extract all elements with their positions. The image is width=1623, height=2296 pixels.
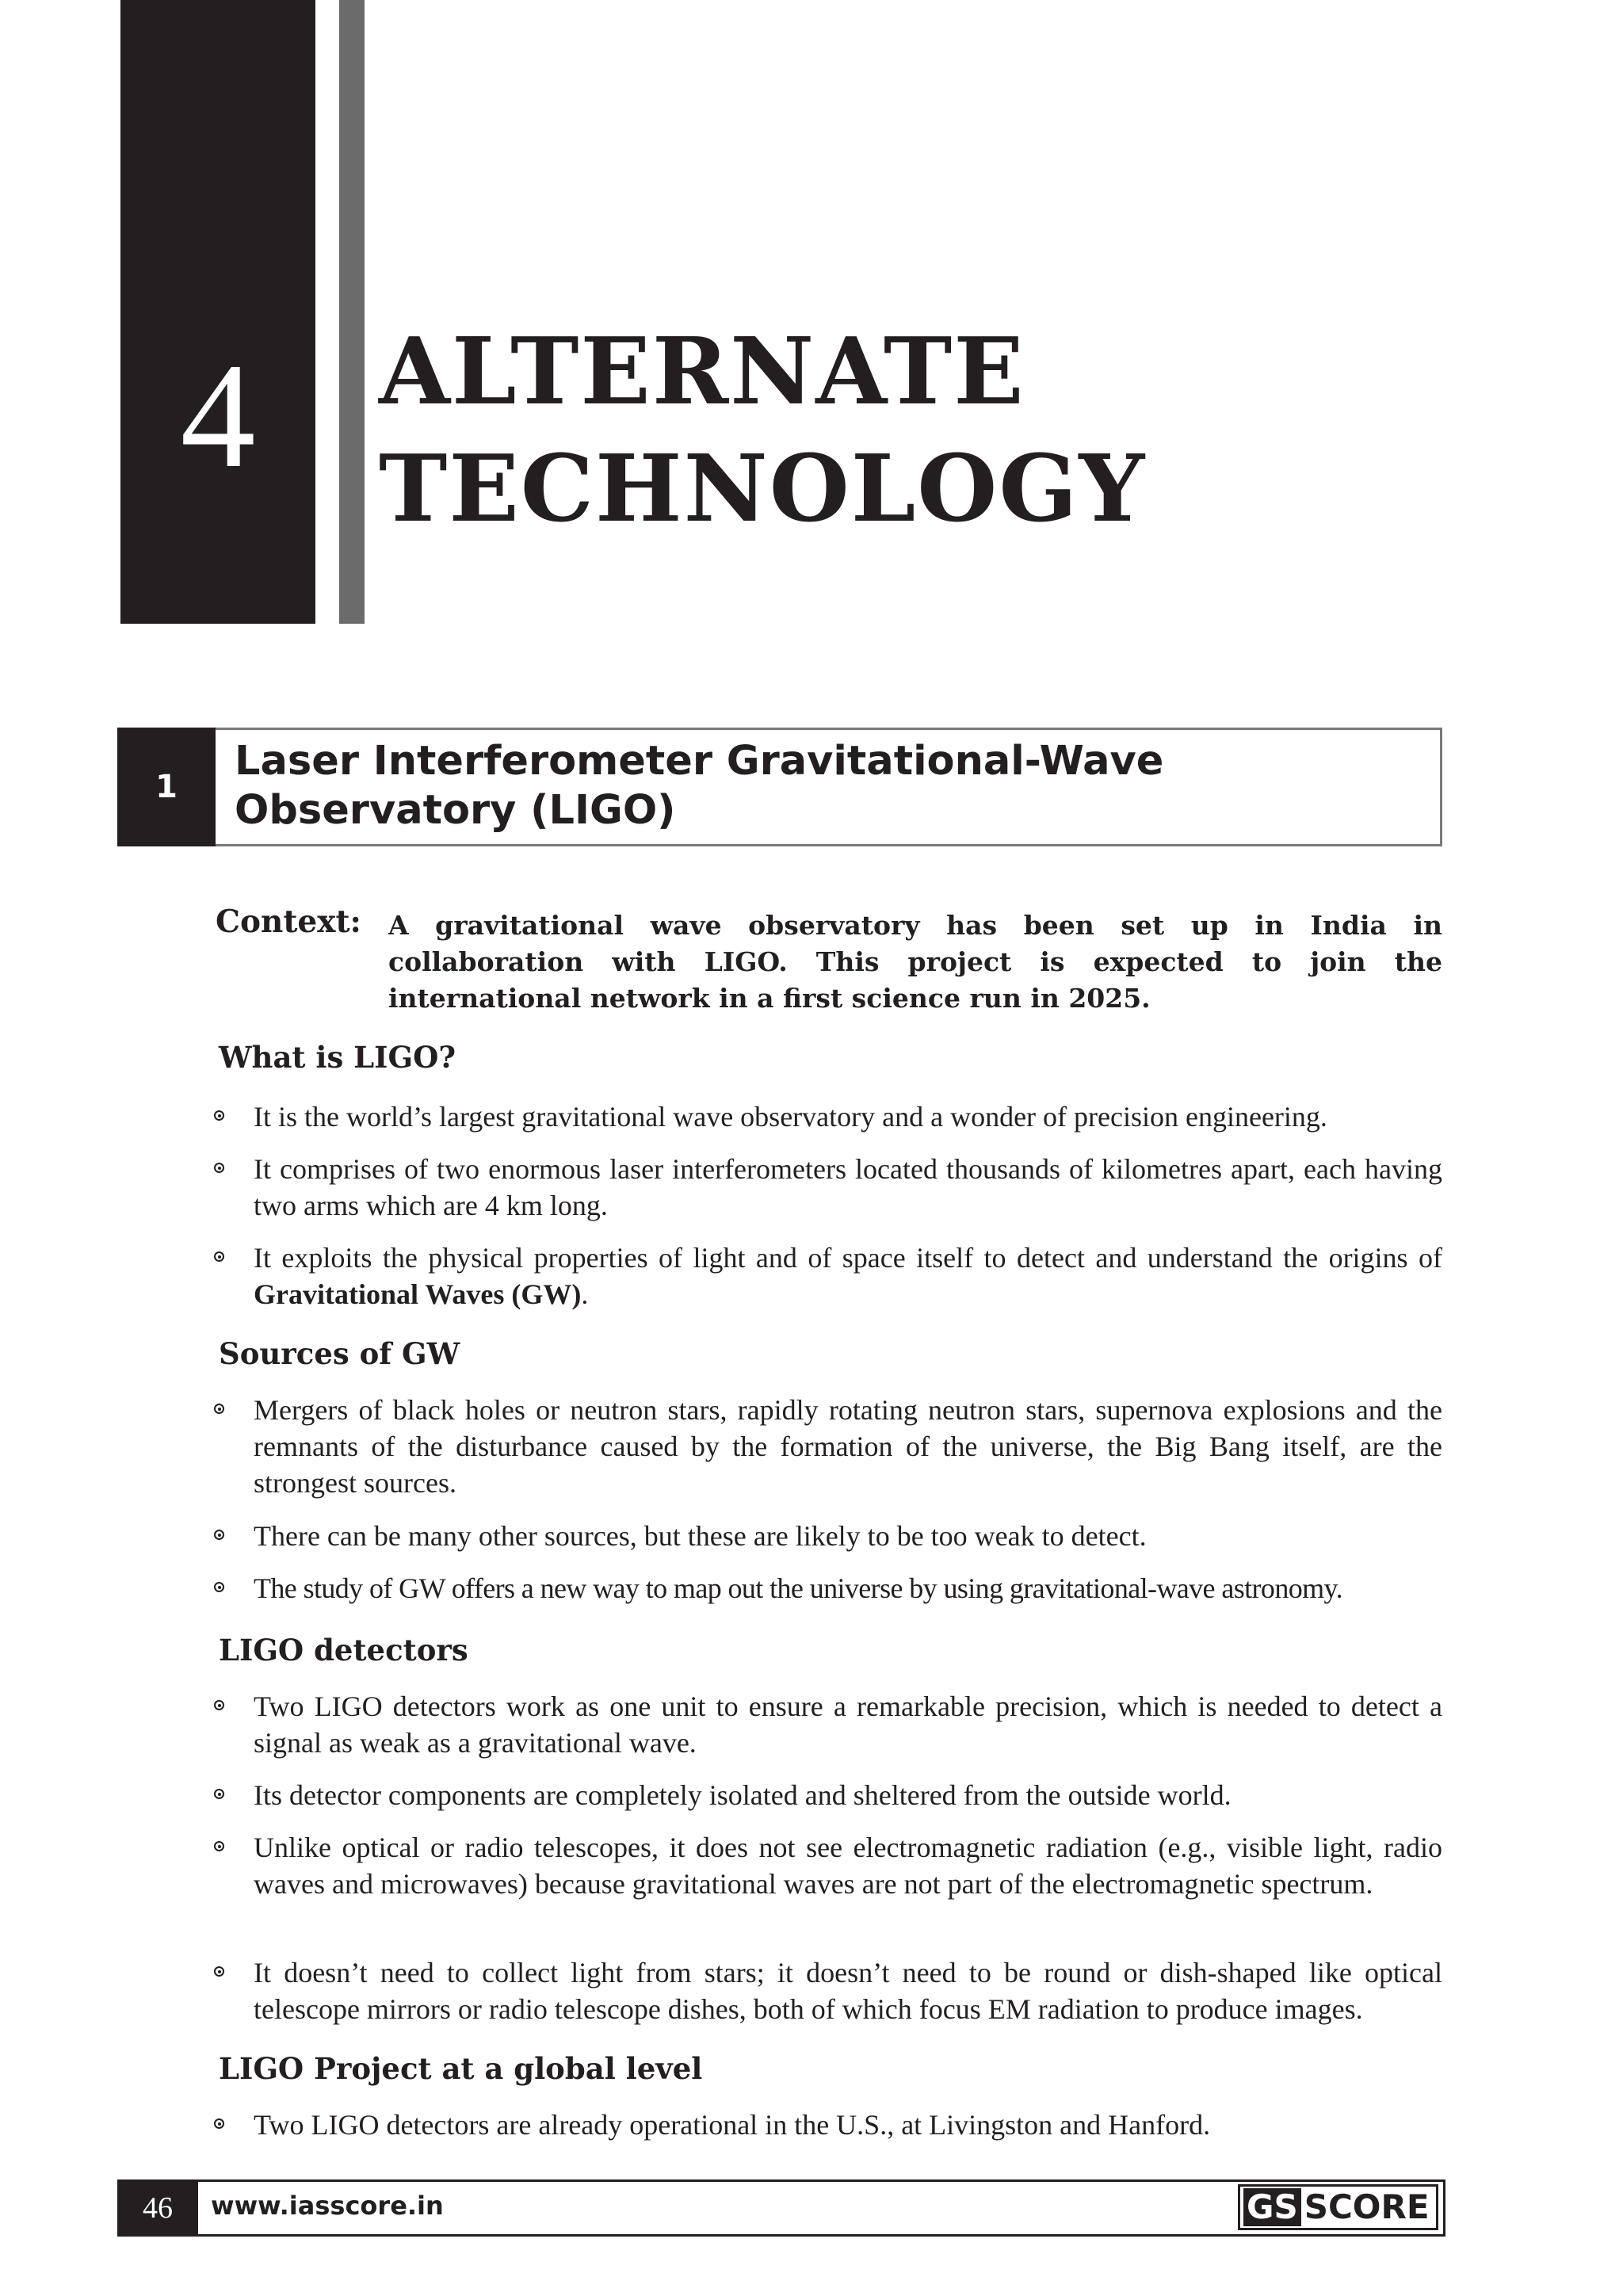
bullet-icon [211, 1688, 254, 1761]
bullet-icon [211, 1518, 254, 1554]
list-item: It is the world’s largest gravitational wave observatory and a wonder of precision engineering. [211, 1098, 1442, 1135]
bullet-icon [211, 1098, 254, 1135]
list-item: The study of GW offers a new way to map out the universe by using gravitational-wave astronomy. [211, 1570, 1442, 1606]
chapter-title-line1: ALTERNATE [379, 318, 1025, 426]
chapter-title-line2: TECHNOLOGY [379, 435, 1147, 543]
heading-global: LIGO Project at a global level [219, 2051, 703, 2086]
list-item: There can be many other sources, but these are likely to be too weak to detect. [211, 1518, 1442, 1554]
heading-detectors: LIGO detectors [219, 1633, 468, 1668]
bullet-icon [211, 1392, 254, 1501]
list-item: Mergers of black holes or neutron stars, rapidly rotating neutron stars, supernova explosions and the remnants of the disturbance caused by the formation of the universe, the Big Bang itself, are the strongest sources. [211, 1392, 1442, 1501]
bullet-icon [211, 1570, 254, 1606]
footer-url: www.iasscore.in [211, 2191, 444, 2221]
page-number: 46 [143, 2191, 173, 2225]
chapter-accent-bar [339, 0, 365, 624]
list-item: Its detector components are completely isolated and sheltered from the outside world. [211, 1777, 1442, 1813]
section-number: 1 [155, 769, 178, 805]
context-text: A gravitational wave observatory has been set up in India in collaboration with LIGO. This project is expected to join the international network in a first science run in 2025. [388, 910, 1442, 1014]
bullet-icon [211, 1777, 254, 1813]
list-item: It comprises of two enormous laser interferometers located thousands of kilometres apart, each having two arms which are 4 km long. [211, 1151, 1442, 1224]
heading-sources: Sources of GW [219, 1336, 460, 1371]
bullet-icon [211, 2107, 254, 2143]
chapter-title [379, 313, 1146, 548]
bullet-icon [211, 1829, 254, 1902]
list-item: It doesn’t need to collect light from stars; it doesn’t need to be round or dish-shaped like optical telescope mirrors or radio telescope dishes, both of which focus EM radiation to produce images. [211, 1954, 1442, 2027]
bold-term: Gravitational Waves (GW) [254, 1278, 582, 1310]
list-item: Two LIGO detectors are already operational in the U.S., at Livingston and Hanford. [211, 2107, 1442, 2143]
bullet-icon [211, 1954, 254, 2027]
chapter-number: 4 [180, 333, 256, 499]
heading-what-is-ligo: What is LIGO? [219, 1040, 456, 1075]
gsscore-logo: GS SCORE [1238, 2184, 1438, 2230]
list-item: Unlike optical or radio telescopes, it does not see electromagnetic radiation (e.g., visible light, radio waves and microwaves) because gravitational waves are not part of the electromagnetic spectrum. [211, 1829, 1442, 1902]
chapter-number-block [120, 0, 315, 624]
context-label: Context: [216, 904, 361, 940]
list-item: Two LIGO detectors work as one unit to ensure a remarkable precision, which is needed to detect a signal as weak as a gravitational wave. [211, 1688, 1442, 1761]
section-title: Laser Interferometer Gravitational-Wave Observatory (LIGO) [235, 738, 1164, 834]
list-item: It exploits the physical properties of light and of space itself to detect and understand the origins of Gravitational Waves (GW). [211, 1240, 1442, 1312]
bullet-icon [211, 1151, 254, 1224]
bullet-icon [211, 1240, 254, 1312]
